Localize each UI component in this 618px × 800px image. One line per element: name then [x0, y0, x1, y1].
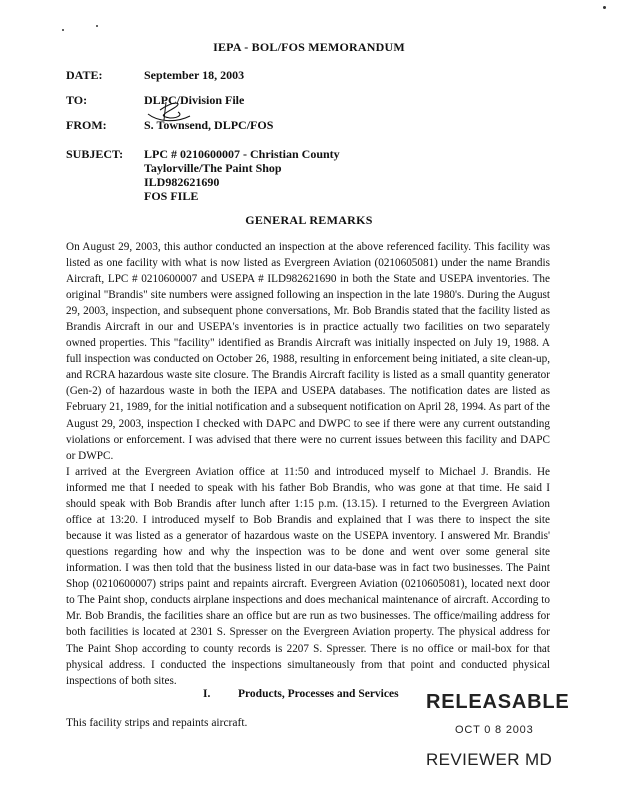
scan-speck: [96, 25, 98, 27]
date-label: DATE:: [66, 68, 103, 82]
section-title: Products, Processes and Services: [238, 688, 399, 700]
paragraph-2: I arrived at the Evergreen Aviation office at 11:50 and introduced myself to Michael J. Brandis. He informed me that I needed to speak with his father Bob Brandis, who was gone at that time. He said I should speak with Bob Brandis after lunch after 1:15 p.m. (13.15). I returned to the Evergreen Aviation office at 13:20. I introduced myself to Bob Brandis and explained that I was there to inspect the site because it was listed as a generator of hazardous waste on the USEPA inventory. I answered Mr. Brandis' questions regarding how and why the inspection was to be done and went over some general site information. I was then told that the business listed in our data-base was in fact two businesses. The Paint Shop (0210600007) strips paint and repaints aircraft. Evergreen Aviation (0210605081), located next door to The Paint shop, conducts airplane inspections and does mechanical maintenance of aircraft. According to Mr. Bob Brandis, the facilities share an office but are run as two businesses. The office/mailing address for both facilities is located at 2301 S. Spresser on the Evergreen Aviation property. The physical address for The Paint Shop according to county records is 2207 S. Spresser. There is no office or mail-box for that physical address. I conducted the inspections simultaneously from that point and conducted physical inspections of both sites.: [66, 466, 550, 687]
memo-title: IEPA - BOL/FOS MEMORANDUM: [213, 40, 405, 54]
stamp-date: OCT 0 8 2003: [455, 724, 534, 736]
releasable-stamp: RELEASABLE: [426, 691, 570, 713]
section-text: This facility strips and repaints aircraft.: [66, 717, 248, 729]
subject-line-2: Taylorville/The Paint Shop: [144, 161, 282, 175]
subject-line-4: FOS FILE: [144, 189, 199, 203]
to-label: TO:: [66, 93, 88, 107]
scan-speck: [603, 6, 606, 9]
date-value: September 18, 2003: [144, 68, 245, 82]
section-number: I.: [203, 688, 211, 700]
subject-line-1: LPC # 0210600007 - Christian County: [144, 147, 340, 161]
subject-label: SUBJECT:: [66, 147, 124, 161]
paragraph-1: On August 29, 2003, this author conducted an inspection at the above referenced facility. This facility was listed as one facility with what is now listed as Evergreen Aviation (0210605081) under the name Brandis Aircraft, LPC # 0210600007 and USEPA # ILD982621690 in both the State and USEPA inventories. The original "Brandis" site numbers were assigned following an inspection in the late 1980's. During the August 29, 2003, inspection, and subsequent phone conversations, Mr. Bob Brandis stated that the facility listed as Brandis Aircraft in our and USEPA's inventories is in practice actually two facilities on two separately owned properties. This "facility" identified as Brandis Aircraft was initially inspected on July 19, 1988. A full inspection was conducted on October 26, 1988, resulting in enforcement being initiated, a site clean-up, and RCRA hazardous waste site closure. The Brandis Aircraft facility is listed as a small quantity generator (Gen-2) of hazardous waste in both the IEPA and USEPA databases. The notification dates are listed as February 21, 1989, for the initial notification and a subsequent notification on April 28, 1994. As part of the August 29, 2003, inspection I checked with DAPC and DWPC to see if there were any current outstanding violations or enforcement. I was advised that there were no current issues between this facility and DAPC or DWPC.: [66, 241, 550, 462]
from-label: FROM:: [66, 118, 107, 132]
from-value: S. Townsend, DLPC/FOS: [144, 118, 274, 132]
scan-speck: [62, 29, 64, 31]
general-remarks-heading: GENERAL REMARKS: [245, 213, 373, 227]
to-value: DLPC/Division File: [144, 93, 245, 107]
reviewer-stamp: REVIEWER MD: [426, 750, 553, 769]
subject-line-3: ILD982621690: [144, 175, 220, 189]
